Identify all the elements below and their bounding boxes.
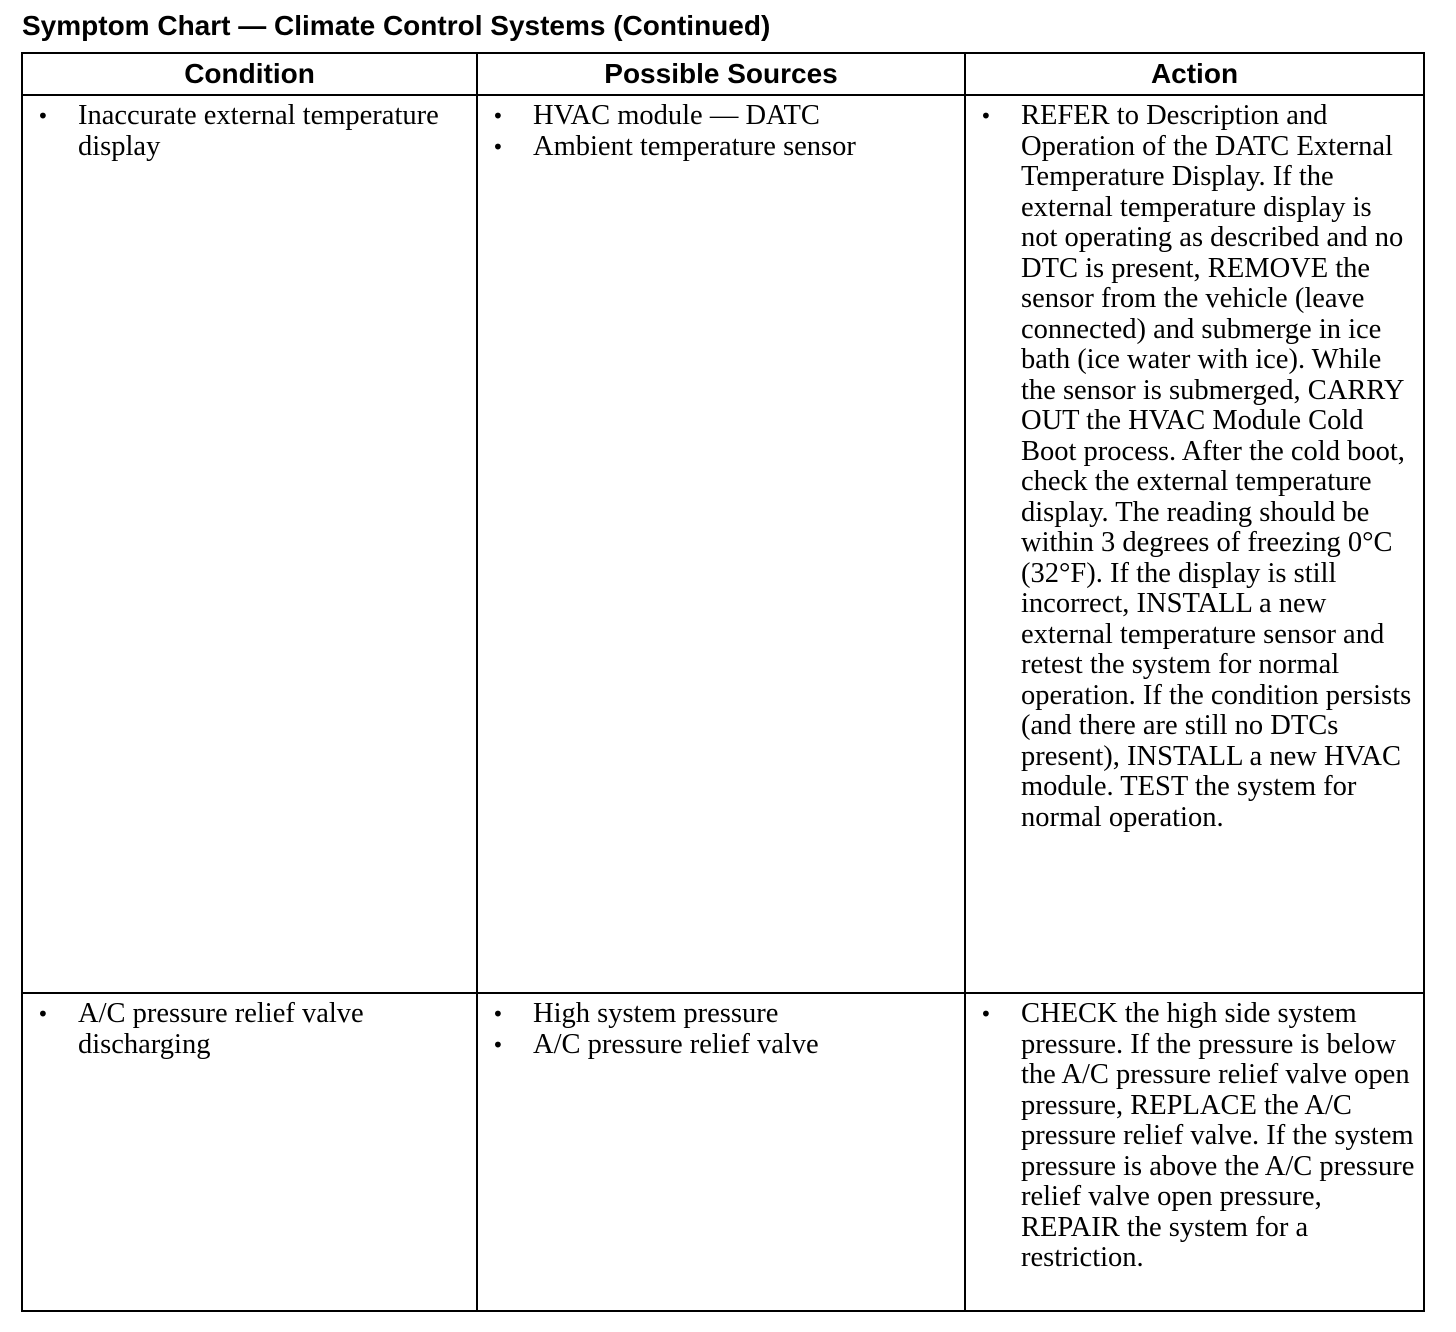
bullet-icon: • <box>37 1002 49 1026</box>
condition-list <box>23 994 476 1060</box>
bullet-icon: • <box>492 1002 504 1026</box>
action-text: CHECK the high side system pressure. If the pressure is below the A/C pressure relief valve open pressure, REPLACE the A/C pressure relief valve. If the system pressure is above the A/C pressure relief valve open pressure, REPAIR the system for a restriction. <box>1021 998 1415 1273</box>
list-item <box>478 999 956 1030</box>
source-text: HVAC module — DATC <box>533 100 820 131</box>
source-text: Ambient temperature sensor <box>533 130 856 162</box>
list-item <box>966 101 1415 833</box>
source-text: High system pressure <box>533 998 779 1029</box>
bullet-icon: • <box>492 104 504 128</box>
sources-cell <box>477 993 965 1311</box>
action-list <box>966 994 1423 1274</box>
action-cell <box>965 993 1424 1311</box>
action-text: REFER to Description and Operation of the DATC External Temperature Display. If the external temperature display is not operating as described and no DTC is present, REMOVE the sensor from the vehicle (leave connected) and submerge in ice bath (ice water with ice). While the sensor is submerged, CARRY OUT the HVAC Module Cold Boot process. After the cold boot, check the external temperature display. The reading should be within 3 degrees of freezing 0°C (32°F). If the display is still incorrect, INSTALL a new external temperature sensor and retest the system for normal operation. If the condition persists (and there are still no DTCs present), INSTALL a new HVAC module. TEST the system for normal operation. <box>1021 100 1412 833</box>
page-title: Symptom Chart — Climate Control Systems (Continued) <box>22 10 771 41</box>
list-item <box>23 101 468 162</box>
header-row <box>22 53 1424 95</box>
list-item <box>478 101 956 132</box>
bullet-icon: • <box>492 134 504 159</box>
sources-list <box>478 994 964 1060</box>
list-item <box>23 999 468 1060</box>
action-cell <box>965 95 1424 993</box>
condition-text: Inaccurate external temperature display <box>78 100 439 162</box>
header-condition: Condition <box>22 53 477 95</box>
condition-cell <box>22 95 477 993</box>
condition-list <box>23 96 476 162</box>
symptom-table <box>21 52 1425 1312</box>
sources-list <box>478 96 964 162</box>
list-item <box>478 132 956 163</box>
source-text: A/C pressure relief valve <box>533 1028 819 1060</box>
bullet-icon: • <box>37 104 49 128</box>
condition-text: A/C pressure relief valve discharging <box>78 998 364 1060</box>
list-item <box>966 999 1415 1274</box>
action-list <box>966 96 1423 833</box>
condition-cell <box>22 993 477 1311</box>
list-item <box>478 1030 956 1061</box>
header-possible-sources: Possible Sources <box>477 53 965 95</box>
bullet-icon: • <box>980 104 992 128</box>
sources-cell <box>477 95 965 993</box>
table-row <box>22 95 1424 993</box>
bullet-icon: • <box>980 1002 992 1026</box>
bullet-icon: • <box>492 1032 504 1057</box>
header-action: Action <box>965 53 1424 95</box>
table-row <box>22 993 1424 1311</box>
